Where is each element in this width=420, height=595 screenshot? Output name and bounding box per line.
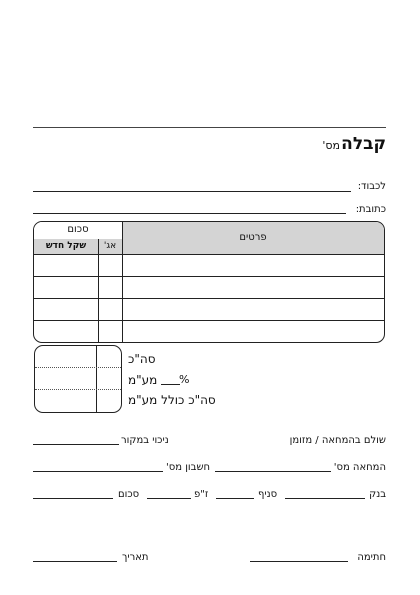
totals-row-divider: [35, 389, 121, 390]
cheque-number-field[interactable]: [215, 471, 331, 472]
column-divider: [122, 222, 123, 342]
account-number-field[interactable]: [33, 471, 163, 472]
header-divider: [33, 127, 386, 128]
items-table: [33, 221, 385, 343]
zp-label: ז"פ: [194, 489, 209, 500]
signature-field[interactable]: [250, 561, 348, 562]
totals-box[interactable]: [34, 345, 122, 413]
total-incl-vat-label: סה"כ כולל מע"מ: [128, 393, 216, 407]
address-label: כתובת:: [355, 204, 386, 215]
date-label: תאריך: [122, 552, 149, 563]
amount-field[interactable]: [33, 498, 113, 499]
to-label: לכבוד:: [357, 181, 386, 192]
signature-label: חתימה: [357, 552, 386, 563]
to-field[interactable]: [33, 191, 351, 192]
branch-label: סניף: [258, 489, 278, 500]
amount-label: סכום: [118, 489, 140, 500]
vat-label: מע"מ: [128, 373, 158, 387]
branch-field[interactable]: [216, 498, 254, 499]
vat-percent-sign: %: [179, 373, 190, 386]
totals-column-divider: [96, 346, 97, 412]
receipt-title: קבלה: [341, 134, 386, 154]
table-row-divider: [34, 276, 384, 277]
bank-field[interactable]: [285, 498, 365, 499]
withholding-label: ניכוי במקור: [121, 435, 169, 446]
amount-header: סכום: [34, 222, 122, 240]
totals-row-divider: [35, 367, 121, 368]
address-field[interactable]: [33, 213, 346, 214]
header-row-divider: [34, 254, 384, 255]
bank-label: בנק: [369, 489, 386, 500]
account-number-label: חשבון מס': [166, 462, 211, 473]
zp-field[interactable]: [147, 498, 191, 499]
date-field[interactable]: [33, 561, 117, 562]
agorot-header: אג': [98, 239, 122, 254]
table-row-divider: [34, 320, 384, 321]
items-header: פרטים: [122, 222, 384, 254]
vat-percent-field[interactable]: [161, 384, 180, 385]
cheque-number-label: המחאה מס': [333, 462, 386, 473]
shekel-header: שקל חדש: [34, 239, 98, 254]
receipt-number-label: מס': [322, 139, 340, 152]
withholding-field[interactable]: [33, 444, 119, 445]
subtotal-label: סה"כ: [128, 352, 156, 366]
table-row-divider: [34, 298, 384, 299]
paid-by-label: שולם בהמחאה / מזומן: [289, 435, 386, 446]
